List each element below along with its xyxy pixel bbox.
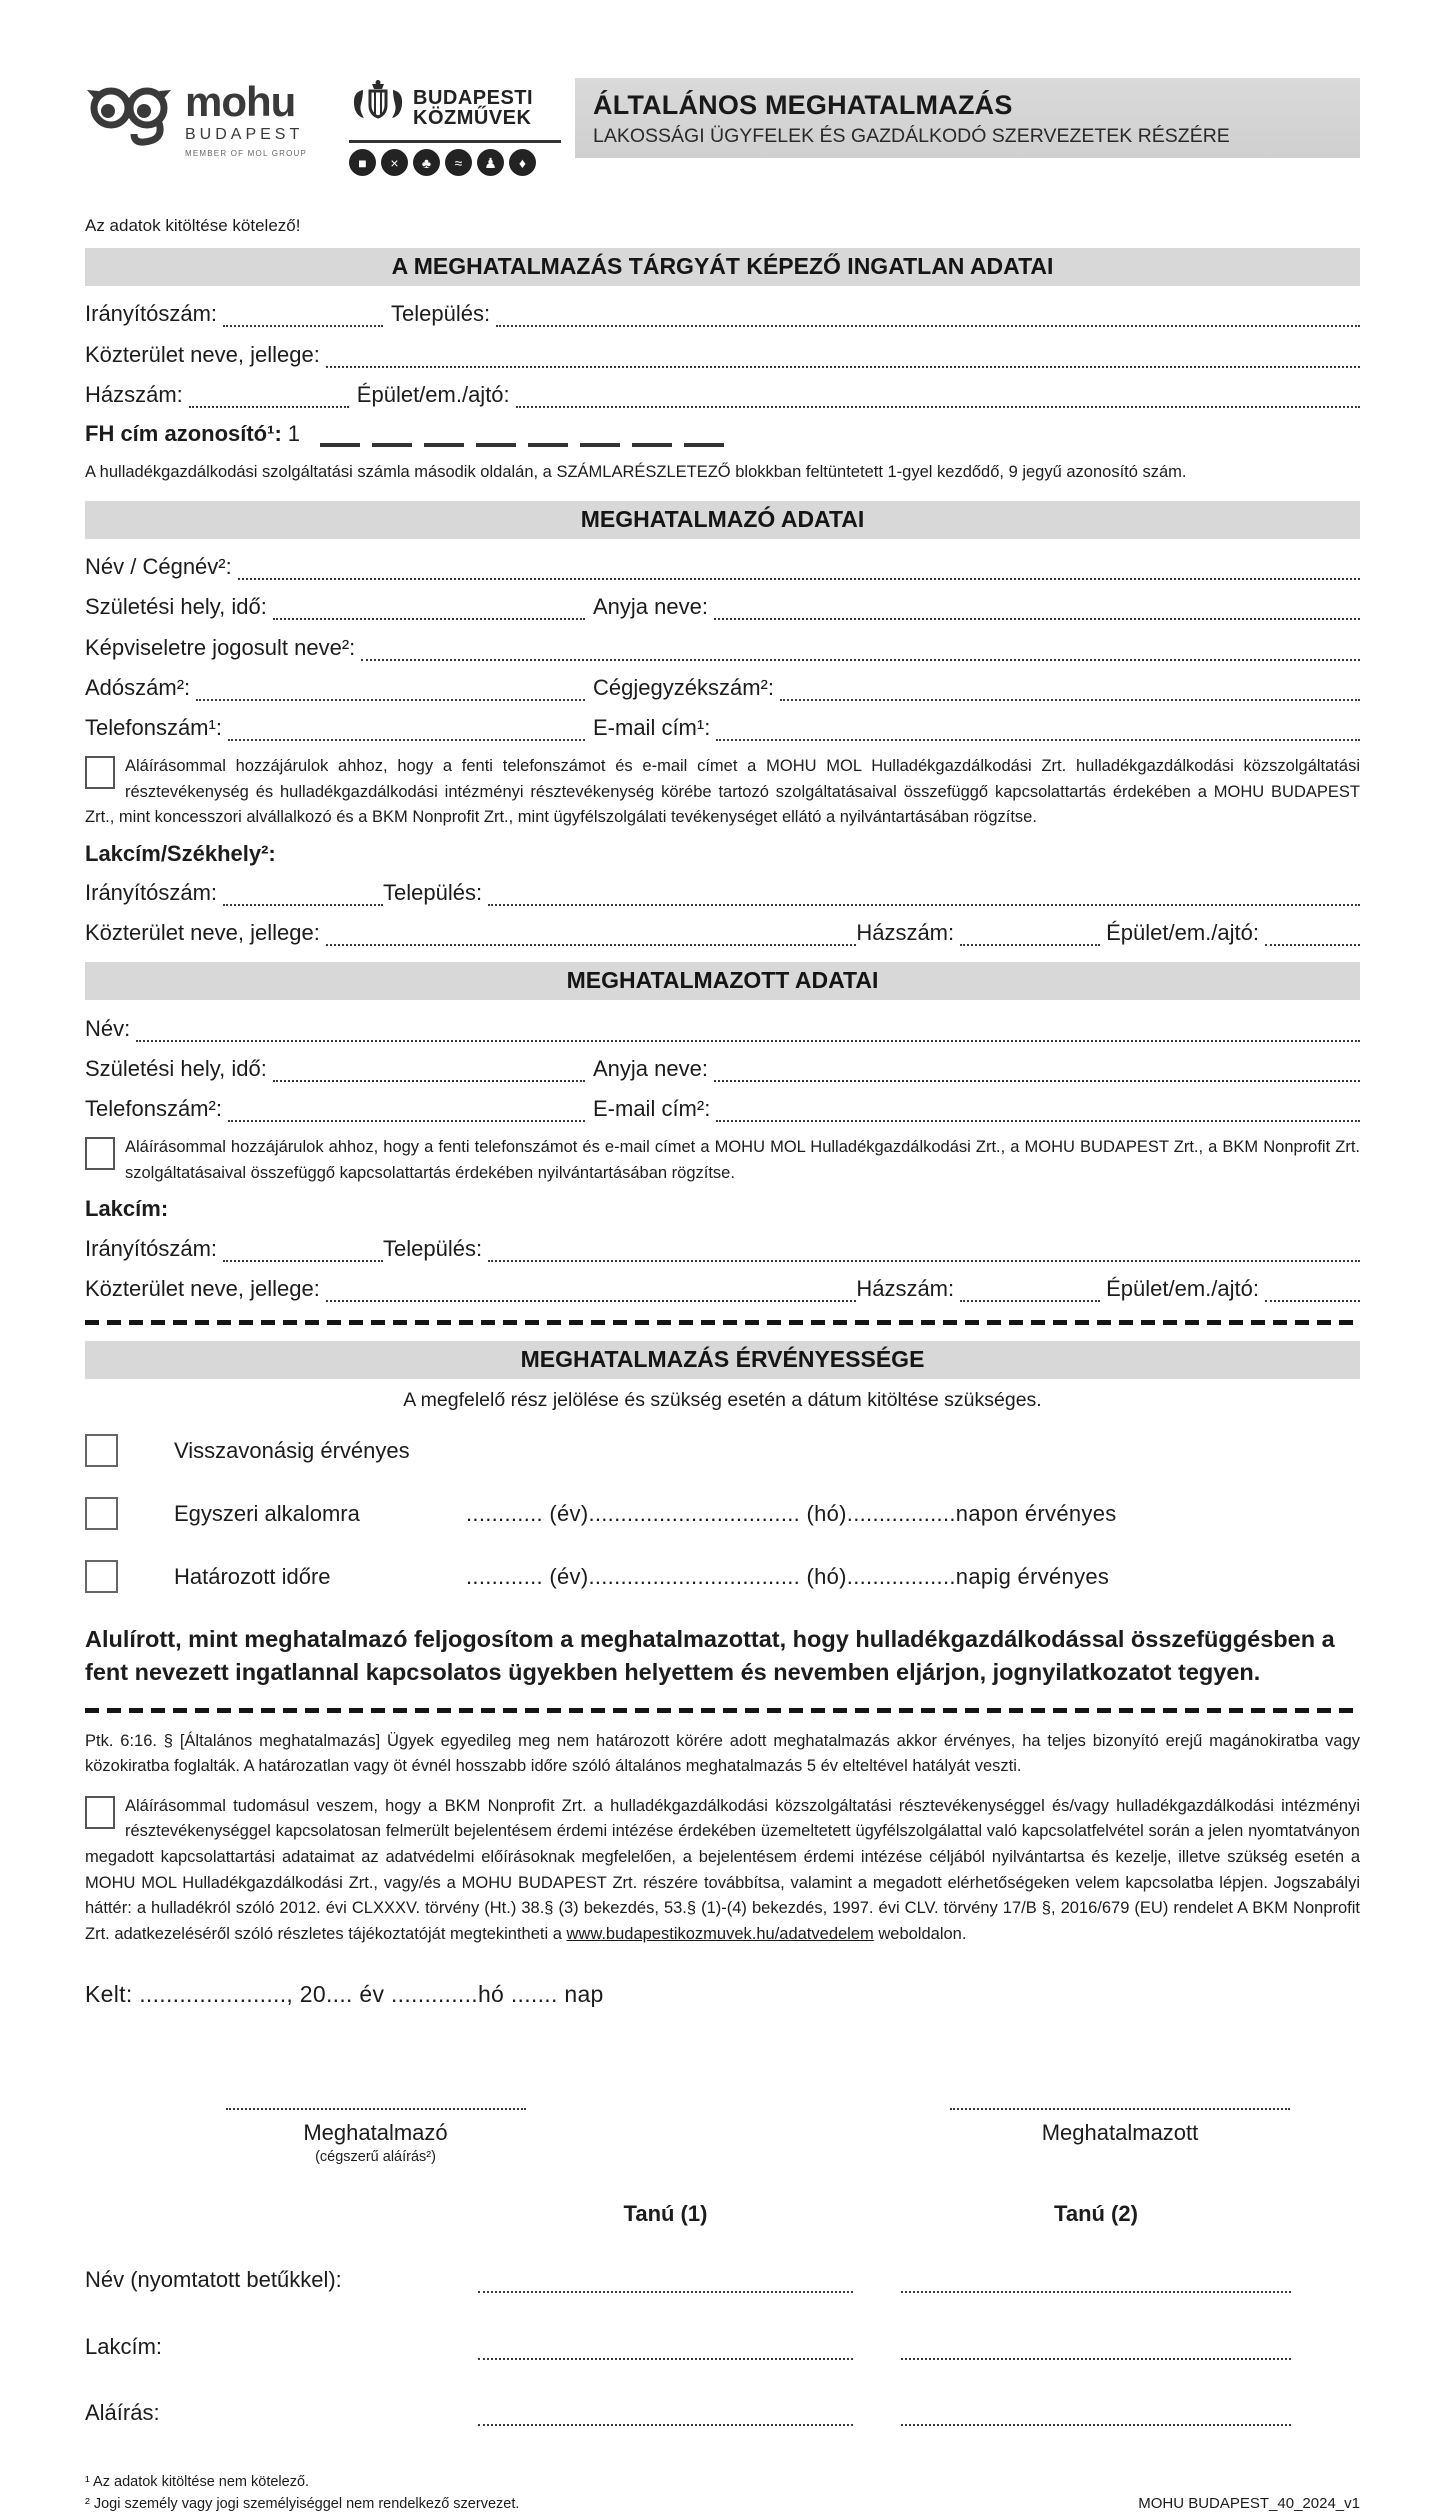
- bkm-line1: BUDAPESTI: [413, 86, 534, 109]
- data-handling-consent: [85, 1794, 1360, 1947]
- grantor-signature-sublabel: (cégszerű aláírás²): [315, 2149, 436, 2166]
- grantee-phone-row: [85, 1095, 1360, 1122]
- grantee-email-label: E-mail cím²:: [593, 1096, 711, 1122]
- property-zip-label: Irányítószám:: [85, 301, 218, 327]
- grantee-street-row: [85, 1275, 1360, 1302]
- validity-option-revocation: [85, 1434, 1360, 1467]
- property-street-label: Közterület neve, jellege:: [85, 341, 320, 367]
- grantor-email-label: E-mail cím¹:: [593, 715, 711, 741]
- property-city-field[interactable]: [496, 300, 1360, 327]
- form-subtitle: LAKOSSÁGI ÜGYFELEK ÉS GAZDÁLKODÓ SZERVEZETEK RÉSZÉRE: [593, 125, 1230, 147]
- grantor-phone-label: Telefonszám¹:: [85, 715, 222, 741]
- witness-name-label: Név (nyomtatott betűkkel):: [85, 2267, 342, 2293]
- fixed-term-date-fields[interactable]: ............ (év)................................. (hó).................napig érvényes: [466, 1563, 1110, 1589]
- form-title-block: [575, 78, 1360, 158]
- witness-signature-row: [85, 2400, 1360, 2426]
- grantee-consent-text: Aláírásommal hozzájárulok ahhoz, hogy a fenti telefonszámot és e-mail címet a MOHU MOL Hulladékgazdálkodási Zrt., a MOHU BUDAPEST Zrt., a BKM Nonprofit Zrt. szolgáltatásaival összefüggő kapcsolattartás érdekében nyilvántartásában rögzítse.: [125, 1138, 1360, 1182]
- footnote-2: ² Jogi személy vagy jogi személyiséggel nem rendelkező szervezet.: [85, 2495, 520, 2512]
- grantor-consent: [85, 754, 1360, 831]
- witness2-signature-field[interactable]: [901, 2400, 1291, 2426]
- witness-signature-label: Aláírás:: [85, 2399, 160, 2425]
- mohu-logo: [85, 78, 335, 158]
- dashed-separator-1: [85, 1320, 1360, 1325]
- fh-id-first-digit: 1: [287, 420, 301, 446]
- grantor-birth-label: Születési hely, idő:: [85, 594, 267, 620]
- grantor-birth-row: [85, 593, 1360, 620]
- grantor-signature-line[interactable]: [226, 2092, 526, 2110]
- mohu-city: BUDAPEST: [185, 125, 304, 143]
- bkm-service-icons: [349, 149, 561, 176]
- property-street-row: [85, 340, 1360, 367]
- witness1-signature-field[interactable]: [478, 2400, 853, 2426]
- grantee-houseno-label: Házszám:: [856, 1276, 955, 1302]
- waves-icon: ≈: [445, 149, 472, 176]
- grantee-phone-field[interactable]: [228, 1095, 585, 1122]
- witness-header-row: [85, 2201, 1360, 2227]
- mohu-tagline: MEMBER OF MOL GROUP: [185, 148, 308, 158]
- data-handling-text-suffix: weboldalon.: [873, 1924, 967, 1943]
- grantor-name-label: Név / Cégnév²:: [85, 553, 232, 579]
- witness-name-row: [85, 2267, 1360, 2293]
- privacy-policy-link[interactable]: www.budapestikozmuvek.hu/adatvedelem: [566, 1924, 874, 1943]
- property-building-field[interactable]: [516, 381, 1360, 408]
- signature-block: [85, 2092, 1360, 2165]
- grantee-name-row: [85, 1014, 1360, 1041]
- section-validity-header: MEGHATALMAZÁS ÉRVÉNYESSÉGE: [85, 1341, 1360, 1379]
- grantor-building-label: Épület/em./ajtó:: [1106, 920, 1259, 946]
- grantor-rep-label: Képviseletre jogosult neve²:: [85, 634, 356, 660]
- grantor-zip-row: [85, 879, 1360, 906]
- grantor-tax-row: [85, 674, 1360, 701]
- flame-icon: ♦: [509, 149, 536, 176]
- grantee-signature-label: Meghatalmazott: [1041, 2120, 1199, 2146]
- data-handling-checkbox[interactable]: [85, 1796, 115, 1829]
- grantor-phone-field[interactable]: [228, 714, 585, 741]
- form-title: ÁLTALÁNOS MEGHATALMAZÁS: [593, 90, 1013, 120]
- grantee-birth-row: [85, 1055, 1360, 1082]
- grantee-birth-field[interactable]: [273, 1055, 585, 1082]
- chimney-sweep-icon: ♟: [477, 149, 504, 176]
- grantee-city-field[interactable]: [488, 1234, 1360, 1261]
- grantee-consent: [85, 1135, 1360, 1186]
- property-house-row: [85, 381, 1360, 408]
- grantor-mother-label: Anyja neve:: [593, 594, 708, 620]
- property-street-field[interactable]: [326, 340, 1360, 367]
- grantor-signature-area: [203, 2092, 548, 2165]
- grantee-address-title: Lakcím:: [85, 1196, 169, 1222]
- grantee-mother-field[interactable]: [714, 1055, 1360, 1082]
- grantor-address-title: Lakcím/Székhely²:: [85, 840, 276, 866]
- witness1-address-field[interactable]: [478, 2333, 853, 2359]
- grantee-consent-checkbox[interactable]: [85, 1137, 115, 1170]
- grantor-consent-text: Aláírásommal hozzájárulok ahhoz, hogy a fenti telefonszámot és e-mail címet a MOHU MOL Hulladékgazdálkodási Zrt. hulladékgazdálkodási közszolgáltatási résztevékenység és hulladékgazdálkodási intézményi résztevékenység körébe tartozó szolgáltatásaival összefüggő kapcsolattartás érdekében a MOHU BUDAPEST Zrt., mint koncesszori alvállalkozó és a BKM Nonprofit Zrt., mint ügyfélszolgálati tevékenységet ellátó a nyilvántartásában rögzítse.: [85, 757, 1360, 827]
- grantee-street-field[interactable]: [326, 1275, 857, 1302]
- grantee-city-label: Település:: [383, 1235, 483, 1261]
- mohu-name: mohu: [185, 78, 296, 125]
- section-grantee-header: MEGHATALMAZOTT ADATAI: [85, 962, 1360, 1000]
- grantor-consent-checkbox[interactable]: [85, 756, 115, 789]
- grantor-name-field[interactable]: [238, 553, 1360, 580]
- grantor-mother-field[interactable]: [714, 593, 1360, 620]
- date-line[interactable]: Kelt: ......................, 20.... év .............hó ....... nap: [85, 1981, 604, 2008]
- grantee-signature-area: [920, 2092, 1320, 2165]
- bkm-wordmark: [413, 88, 533, 128]
- witness2-name-field[interactable]: [901, 2267, 1291, 2293]
- grantor-phone-row: [85, 714, 1360, 741]
- grantee-street-label: Közterület neve, jellege:: [85, 1276, 320, 1302]
- grantee-email-field[interactable]: [716, 1095, 1360, 1122]
- grantor-taxno-field[interactable]: [196, 674, 585, 701]
- grantor-street-field[interactable]: [326, 919, 857, 946]
- grantee-mother-label: Anyja neve:: [593, 1056, 708, 1081]
- grantor-zip-field[interactable]: [223, 879, 383, 906]
- grantor-city-label: Település:: [383, 880, 483, 906]
- grantee-zip-row: [85, 1234, 1360, 1261]
- grantee-building-label: Épület/em./ajtó:: [1106, 1276, 1259, 1302]
- section-property-header: A MEGHATALMAZÁS TÁRGYÁT KÉPEZŐ INGATLAN ADATAI: [85, 248, 1360, 286]
- grantor-birth-field[interactable]: [273, 593, 585, 620]
- bkm-divider: [349, 140, 561, 143]
- grantor-rep-row: [85, 633, 1360, 660]
- property-houseno-label: Házszám:: [85, 381, 183, 407]
- ptk-paragraph: Ptk. 6:16. § [Általános meghatalmazás] Ügyek egyedileg meg nem határozott körére adott meghatalmazás akkor érvényes, ha teljes bizonyító erejű magánokiratba vagy közokiratba foglalták. A határozatlan vagy öt évnél hosszabb időre szóló általános meghatalmazás 5 év elteltével hatályát veszti.: [85, 1731, 1360, 1776]
- grantor-street-row: [85, 919, 1360, 946]
- fh-id-digit-slots[interactable]: [320, 421, 724, 447]
- grantee-phone-label: Telefonszám²:: [85, 1096, 222, 1122]
- bkm-line2: KÖZMŰVEK: [413, 106, 532, 129]
- validity-option-fixed-term: [85, 1560, 1360, 1593]
- waste-bin-icon: ■: [349, 149, 376, 176]
- property-zip-row: [85, 300, 1360, 327]
- footer: [85, 2472, 1360, 2515]
- grantor-building-field[interactable]: [1265, 919, 1360, 946]
- grantor-email-field[interactable]: [716, 714, 1360, 741]
- grantor-houseno-label: Házszám:: [856, 920, 955, 946]
- grantee-building-field[interactable]: [1265, 1275, 1360, 1302]
- fixed-term-label: Határozott időre: [174, 1563, 331, 1589]
- coat-of-arms-icon: [349, 80, 407, 135]
- grantee-name-label: Név:: [85, 1015, 131, 1041]
- grantee-zip-field[interactable]: [223, 1234, 383, 1261]
- mohu-wordmark: [185, 78, 308, 158]
- single-occasion-label: Egyszeri alkalomra: [174, 1500, 360, 1526]
- grantor-zip-label: Irányítószám:: [85, 880, 218, 906]
- property-city-label: Település:: [391, 301, 491, 327]
- grantee-name-field[interactable]: [136, 1014, 1360, 1041]
- fixed-term-checkbox[interactable]: [85, 1560, 118, 1593]
- form-version: MOHU BUDAPEST_40_2024_v1: [1138, 2494, 1360, 2512]
- grantor-companyreg-label: Cégjegyzékszám²:: [593, 674, 774, 700]
- single-occasion-date-fields[interactable]: ............ (év)................................. (hó).................napon érvényes: [466, 1500, 1117, 1526]
- property-building-label: Épület/em./ajtó:: [356, 381, 510, 407]
- grantor-signature-label: Meghatalmazó: [303, 2120, 448, 2146]
- validity-option-single: [85, 1497, 1360, 1530]
- authorization-declaration: Alulírott, mint meghatalmazó feljogosítom a meghatalmazottat, hogy hulladékgazdálkodással összefüggésben a fent nevezett ingatlannal kapcsolatos ügyekben helyettem és nevemben eljárjon, jognyilatkozatot tegyen.: [85, 1626, 1335, 1686]
- witness1-label: Tanú (1): [623, 2201, 708, 2227]
- dashed-separator-2: [85, 1708, 1360, 1713]
- property-zip-field[interactable]: [223, 300, 383, 327]
- revocation-label: Visszavonásig érvényes: [174, 1437, 410, 1463]
- grantee-signature-line[interactable]: [950, 2092, 1290, 2110]
- fh-id-label: FH cím azonosító¹:: [85, 420, 282, 446]
- footnote-1: ¹ Az adatok kitöltése nem kötelező.: [85, 2473, 310, 2490]
- footnotes: [85, 2472, 1138, 2515]
- grantor-houseno-field[interactable]: [960, 919, 1100, 946]
- witness2-label: Tanú (2): [1054, 2201, 1138, 2227]
- property-fh-row: [85, 421, 1360, 447]
- grantee-birth-label: Születési hely, idő:: [85, 1056, 267, 1081]
- grantor-city-field[interactable]: [488, 879, 1360, 906]
- section-grantor-header: MEGHATALMAZÓ ADATAI: [85, 501, 1360, 539]
- grantor-street-label: Közterület neve, jellege:: [85, 920, 320, 946]
- validity-note: A megfelelő rész jelölése és szükség esetén a dátum kitöltése szükséges.: [403, 1389, 1042, 1412]
- grantor-taxno-label: Adószám²:: [85, 674, 191, 700]
- grantee-zip-label: Irányítószám:: [85, 1235, 218, 1261]
- owl-icon: [85, 78, 177, 155]
- grantor-rep-field[interactable]: [361, 633, 1360, 660]
- grantee-houseno-field[interactable]: [960, 1275, 1100, 1302]
- data-handling-text: Aláírásommal tudomásul veszem, hogy a BKM Nonprofit Zrt. a hulladékgazdálkodási közszolgáltatási résztevékenységgel és/vagy hulladékgazdálkodási intézményi résztevékenységgel kapcsolatosan felmerült bejelentésem érdemi intézése érdekében üzemeltetett ügyfélszolgálattal való kapcsolatfelvétel során a jelen nyomtatványon megadott kapcsolattartási adataimat az adatvédelmi előírásoknak megfelelően, a bejelentésem érdemi intézése céljából nyilvántartsa és kezelje, illetve szükség esetén a MOHU MOL Hulladékgazdálkodási Zrt., vagy/és a MOHU BUDAPEST Zrt. részére továbbítsa, valamint a megadott elérhetőségeken velem kapcsolatba lépjen. Jogszabályi háttér: a hulladékról szóló 2012. évi CLXXXV. törvény (Ht.) 38.§ (3) bekezdés, 53.§ (1)-(4) bekezdés, 1997. évi CLV. törvény 17/B §, 2016/679 (EU) rendelet A BKM Nonprofit Zrt. adatkezeléséről szóló részletes tájékoztatóját megtekintheti a: [85, 1796, 1360, 1943]
- mandatory-note: Az adatok kitöltése kötelező!: [85, 216, 301, 235]
- tree-icon: ♣: [413, 149, 440, 176]
- property-houseno-field[interactable]: [189, 381, 349, 408]
- grantor-name-row: [85, 553, 1360, 580]
- tools-icon: ×: [381, 149, 408, 176]
- single-occasion-checkbox[interactable]: [85, 1497, 118, 1530]
- witness-address-row: [85, 2333, 1360, 2359]
- budapesti-kozmuvek-logo: [349, 80, 561, 176]
- header: [85, 78, 1360, 190]
- witness-address-label: Lakcím:: [85, 2333, 163, 2359]
- grantor-companyreg-field[interactable]: [780, 674, 1360, 701]
- fh-id-note: A hulladékgazdálkodási szolgáltatási számla második oldalán, a SZÁMLARÉSZLETEZŐ blokkban feltüntetett 1-gyel kezdődő, 9 jegyű azonosító szám.: [85, 462, 1187, 481]
- witness2-address-field[interactable]: [901, 2333, 1291, 2359]
- revocation-checkbox[interactable]: [85, 1434, 118, 1467]
- witness1-name-field[interactable]: [478, 2267, 853, 2293]
